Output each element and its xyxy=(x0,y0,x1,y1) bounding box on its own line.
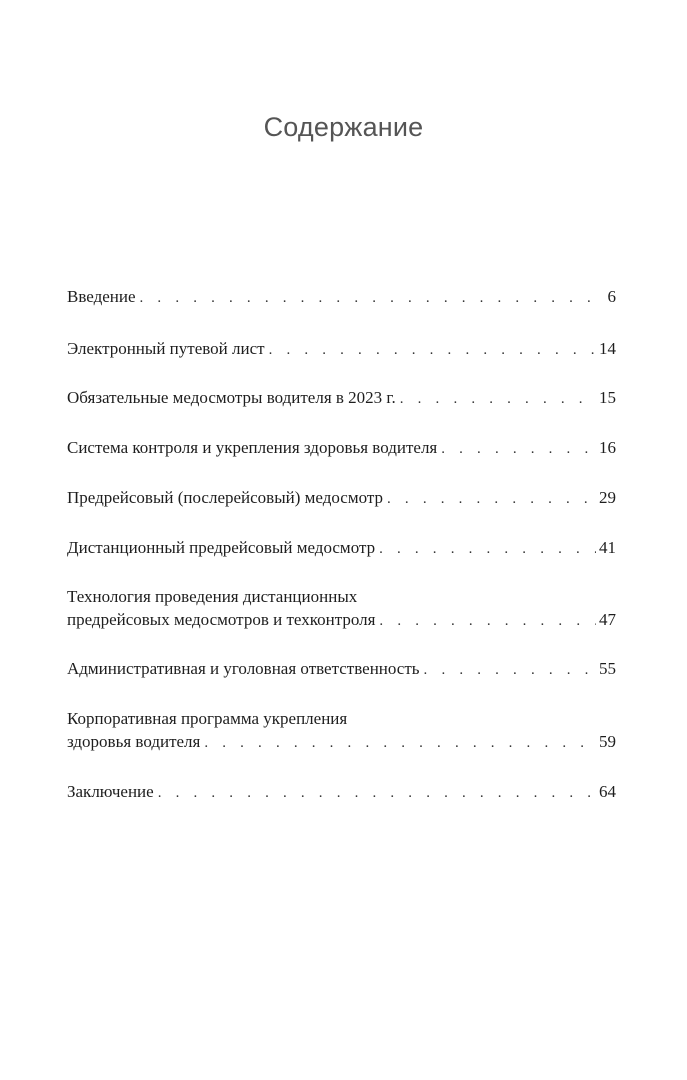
dot-leader xyxy=(400,388,596,411)
toc-page-number: 41 xyxy=(599,538,616,557)
toc-entry-mandatory-checkups[interactable] xyxy=(67,386,616,411)
toc-page-number: 47 xyxy=(599,610,616,629)
toc-entry-corporate-program[interactable] xyxy=(67,707,616,755)
dot-leader xyxy=(379,610,596,633)
toc-entry-title: предрейсовых медосмотров и техконтроля xyxy=(67,610,376,629)
dot-leader xyxy=(387,488,596,511)
toc-entry-health-control-system[interactable] xyxy=(67,436,616,461)
toc-entry-title: Система контроля и укрепления здоровья водителя xyxy=(67,438,438,457)
toc-entry-title-line-1: Технология проведения дистанционных xyxy=(67,587,358,606)
toc-entry-title: Дистанционный предрейсовый медосмотр xyxy=(67,538,376,557)
toc-page-number: 15 xyxy=(599,388,616,407)
dot-leader xyxy=(269,339,596,362)
toc-page-number: 64 xyxy=(599,782,616,801)
page-title: Содержание xyxy=(263,112,424,142)
toc-entry-liability[interactable] xyxy=(67,657,616,682)
toc-page-number: 29 xyxy=(599,488,616,507)
toc-entry-title-line-1: Корпоративная программа укрепления xyxy=(67,709,348,728)
toc-entry-title: здоровья водителя xyxy=(67,732,201,751)
dot-leader xyxy=(204,732,596,755)
dot-leader xyxy=(158,782,596,805)
toc-entry-title: Обязательные медосмотры водителя в 2023 г. xyxy=(67,388,396,407)
dot-leader xyxy=(424,659,596,682)
toc-entry-title: Введение xyxy=(67,287,136,306)
dot-leader xyxy=(379,538,596,561)
toc-page-number: 59 xyxy=(599,732,616,751)
toc-entry-remote-checkup-technology[interactable] xyxy=(67,585,616,633)
toc-entry-electronic-waybill[interactable] xyxy=(67,337,616,362)
toc-entry-remote-checkup[interactable] xyxy=(67,536,616,561)
toc-entry-title: Заключение xyxy=(67,782,154,801)
toc-page-number: 16 xyxy=(599,438,616,457)
toc-entry-title: Электронный путевой лист xyxy=(67,339,265,358)
toc-entry-title: Предрейсовый (послерейсовый) медосмотр xyxy=(67,488,384,507)
dot-leader xyxy=(441,438,596,461)
toc-page-number: 14 xyxy=(599,339,616,358)
toc-page-number: 6 xyxy=(607,287,616,306)
toc-entry-pre-trip-checkup[interactable] xyxy=(67,486,616,511)
toc-entry-conclusion[interactable] xyxy=(67,780,616,805)
toc-page-number: 55 xyxy=(599,659,616,678)
toc-entry-title: Административная и уголовная ответственность xyxy=(67,659,420,678)
dot-leader xyxy=(140,287,605,310)
toc-entry-introduction[interactable] xyxy=(67,285,616,310)
